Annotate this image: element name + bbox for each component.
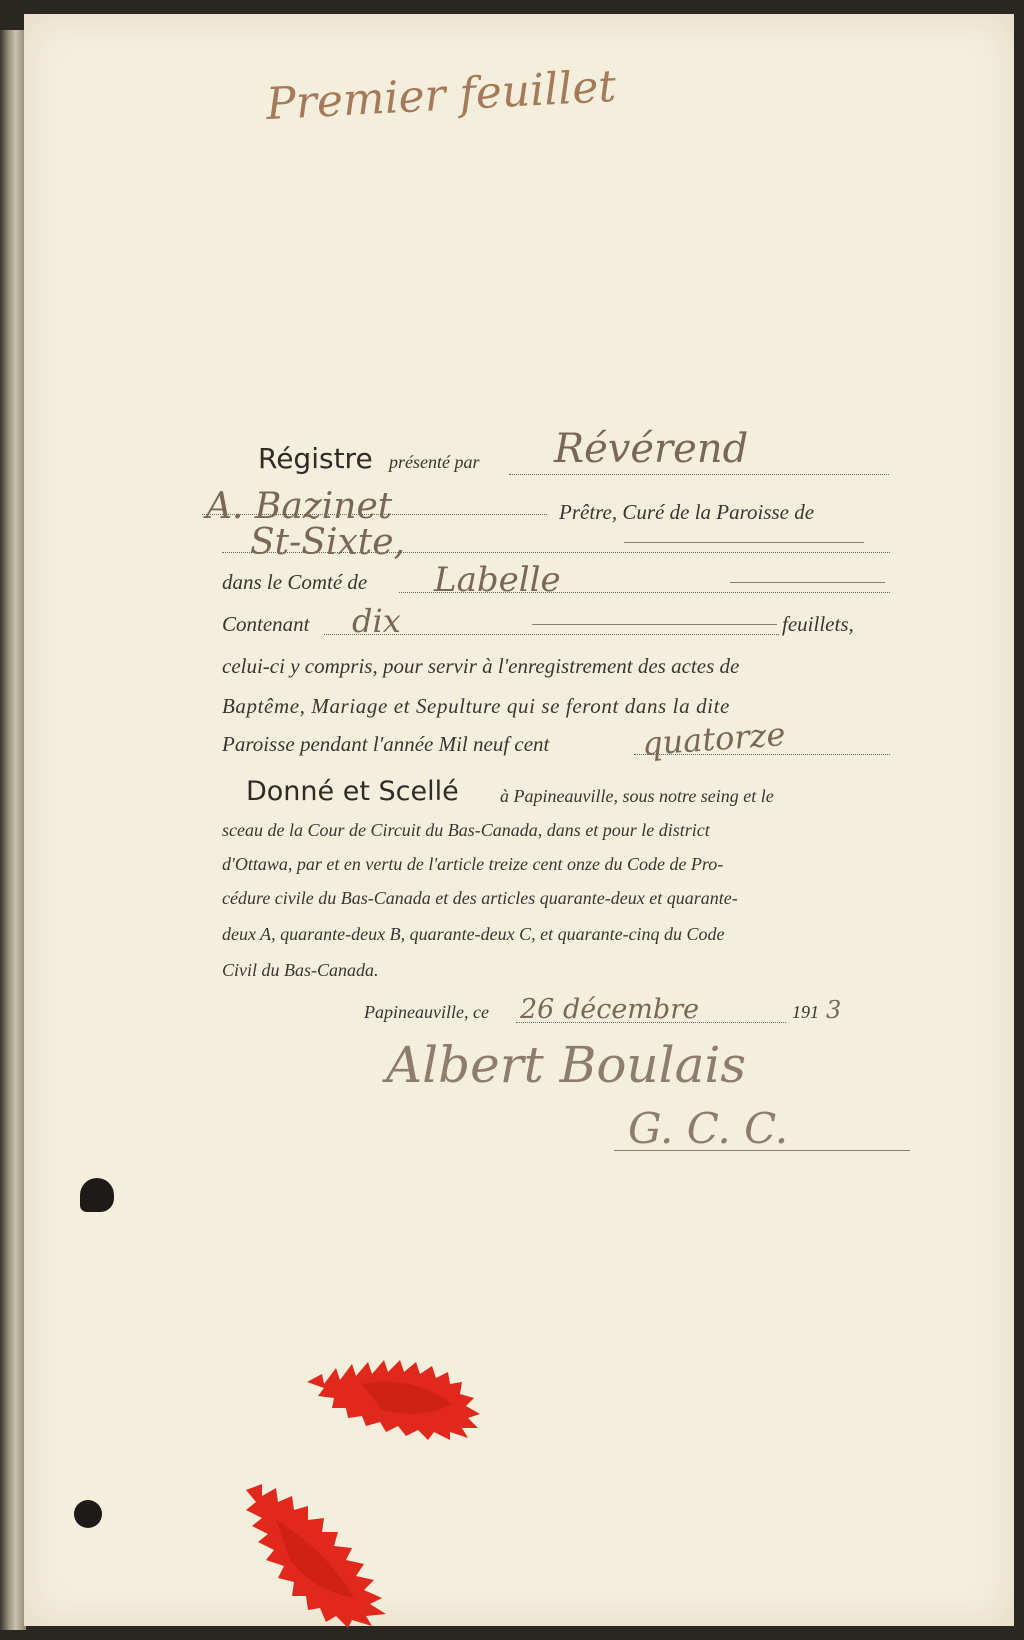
- punch-hole-bottom: [74, 1500, 102, 1528]
- feuillets-label: feuillets,: [782, 612, 854, 636]
- decree-line-1: à Papineauville, sous notre seing et le: [500, 786, 774, 806]
- decree-line-6: Civil du Bas-Canada.: [222, 960, 379, 980]
- red-seal-lower: [236, 1480, 436, 1630]
- line3-pen-stroke: [624, 542, 864, 543]
- book-binding: [0, 30, 26, 1630]
- date-prefix: Papineauville, ce: [364, 1002, 489, 1022]
- signature-title: G. C. C.: [628, 1104, 789, 1153]
- red-seal-upper: [302, 1354, 502, 1444]
- signature-name: Albert Boulais: [386, 1036, 747, 1094]
- decree-line-5: deux A, quarante-deux B, quarante-deux C, et quarante-cinq du Code: [222, 924, 725, 944]
- purpose-line-2: Baptême, Mariage et Sepulture qui se feront dans la dite: [222, 694, 730, 718]
- county-hand: Labelle: [434, 560, 561, 600]
- presente-par-label: présenté par: [389, 452, 480, 472]
- parish-hand: St-Sixte,: [250, 522, 405, 563]
- reverend-hand: Révérend: [554, 426, 749, 472]
- date-year-hand: 3: [826, 996, 842, 1024]
- leaves-count-hand: dix: [352, 602, 401, 640]
- purpose-line-1: celui-ci y compris, pour servir à l'enregistrement des actes de: [222, 654, 740, 678]
- registre-heading: Régistre: [258, 442, 373, 475]
- signature-underline: [614, 1150, 910, 1151]
- year-word-hand: quatorze: [640, 715, 787, 763]
- decree-line-4: cédure civile du Bas-Canada et des articles quarante-deux et quarante-: [222, 888, 738, 908]
- decree-line-3: d'Ottawa, par et en vertu de l'article treize cent onze du Code de Pro-: [222, 854, 724, 874]
- year-label: Paroisse pendant l'année Mil neuf cent: [222, 732, 550, 756]
- donne-et-scelle-heading: Donné et Scellé: [246, 776, 459, 807]
- line5-pen-stroke: [532, 624, 777, 625]
- pretre-label: Prêtre, Curé de la Paroisse de: [559, 500, 815, 524]
- decree-line-2: sceau de la Cour de Circuit du Bas-Canada, dans et pour le district: [222, 820, 710, 840]
- comte-label: dans le Comté de: [222, 570, 368, 594]
- contenant-label: Contenant: [222, 612, 310, 636]
- punch-hole-top: [80, 1178, 114, 1212]
- line4-pen-stroke: [730, 582, 885, 583]
- date-hand: 26 décembre: [520, 994, 700, 1025]
- register-sheet: [24, 14, 1014, 1626]
- date-year-print: 191: [792, 1002, 819, 1022]
- priest-name-hand: A. Bazinet: [206, 486, 393, 527]
- header-note: Premier feuillet: [264, 60, 618, 131]
- line1-rule: [509, 474, 889, 475]
